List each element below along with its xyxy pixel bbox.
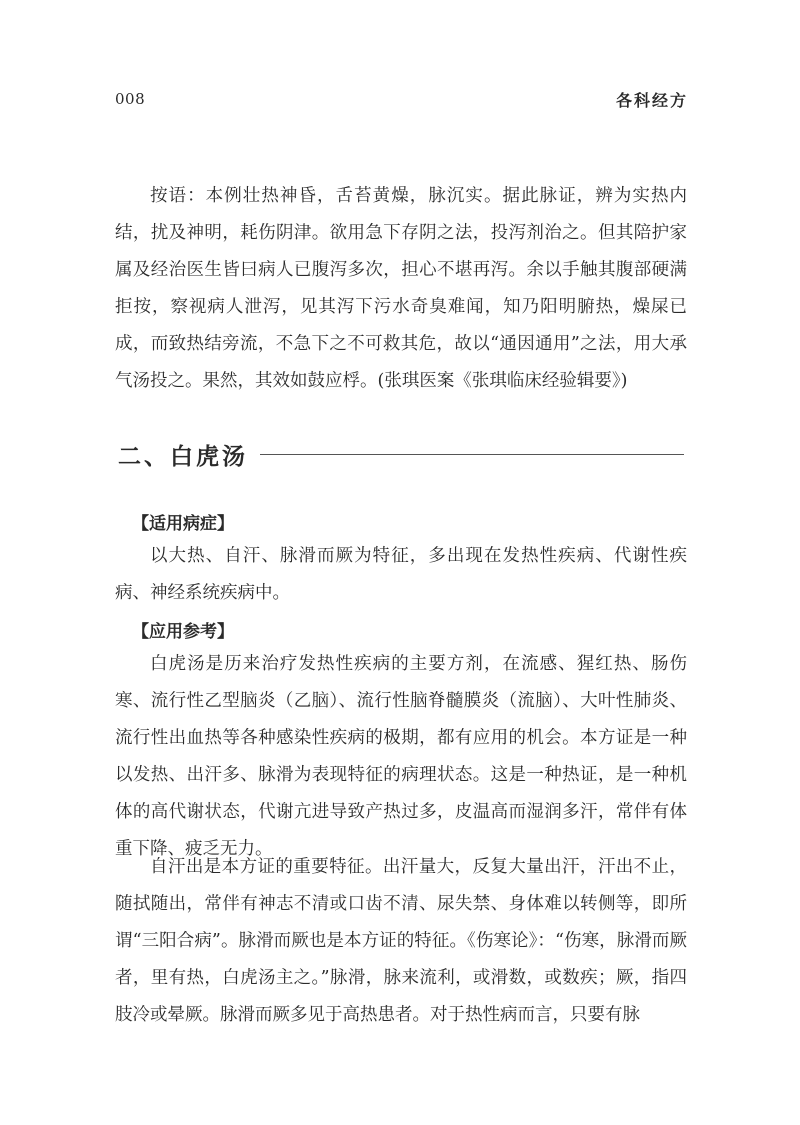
- commentary-label: 按语：: [150, 186, 206, 206]
- running-header: 各科经方: [615, 91, 688, 110]
- reference-paragraph: 自汗出是本方证的重要特征。出汗量大，反复大量出汗，汗出不止，随拭随出，常伴有神志不清或口齿不清、尿失禁、身体难以转侧等，即所谓“三阳合病”。脉滑而厥也是本方证的特征。《伤寒论》：“伤寒，脉滑而厥者，里有热，白虎汤主之。”脉滑，脉来流利，或滑数，或数疾；厥，指四肢冷或晕厥。脉滑而厥多见于高热患者。对于热性病而言，只要有脉: [115, 857, 687, 1025]
- section-rule: [260, 454, 684, 455]
- commentary-paragraph: [115, 178, 687, 400]
- commentary-text: 本例壮热神昏，舌苔黄燥，脉沉实。据此脉证，辨为实热内结，扰及神明，耗伤阴津。欲用急下存阴之法，投泻剂治之。但其陪护家属及经治医生皆曰病人已腹泻多次，担心不堪再泻。余以手触其腹部硬满拒按，察视病人泄泻，见其泻下污水奇臭难闻，知乃阳明腑热，燥屎已成，而致热结旁流，不急下之不可救其危，故以“通因通用”之法，用大承气汤投之。果然，其效如鼓应桴。(张琪医案《张琪临床经验辑要》): [115, 186, 688, 391]
- reference-heading: 【应用参考】: [132, 622, 234, 642]
- section-title: 二、白虎汤: [118, 443, 248, 470]
- indications-paragraph: 以大热、自汗、脉滑而厥为特征，多出现在发热性疾病、代谢性疾病、神经系统疾病中。: [115, 546, 687, 603]
- reference-paragraph: 白虎汤是历来治疗发热性疾病的主要方剂，在流感、猩红热、肠伤寒、流行性乙型脑炎（乙脑）、流行性脑脊髓膜炎（流脑）、大叶性肺炎、流行性出血热等各种感染性疾病的极期，都有应用的机会。本方证是一种以发热、出汗多、脉滑为表现特征的病理状态。这是一种热证，是一种机体的高代谢状态，代谢亢进导致产热过多，皮温高而湿润多汗，常伴有体重下降、疲乏无力。: [115, 654, 687, 859]
- indications-heading: 【适用病症】: [132, 514, 234, 534]
- section-heading: [118, 438, 684, 471]
- page-number: 008: [115, 90, 146, 108]
